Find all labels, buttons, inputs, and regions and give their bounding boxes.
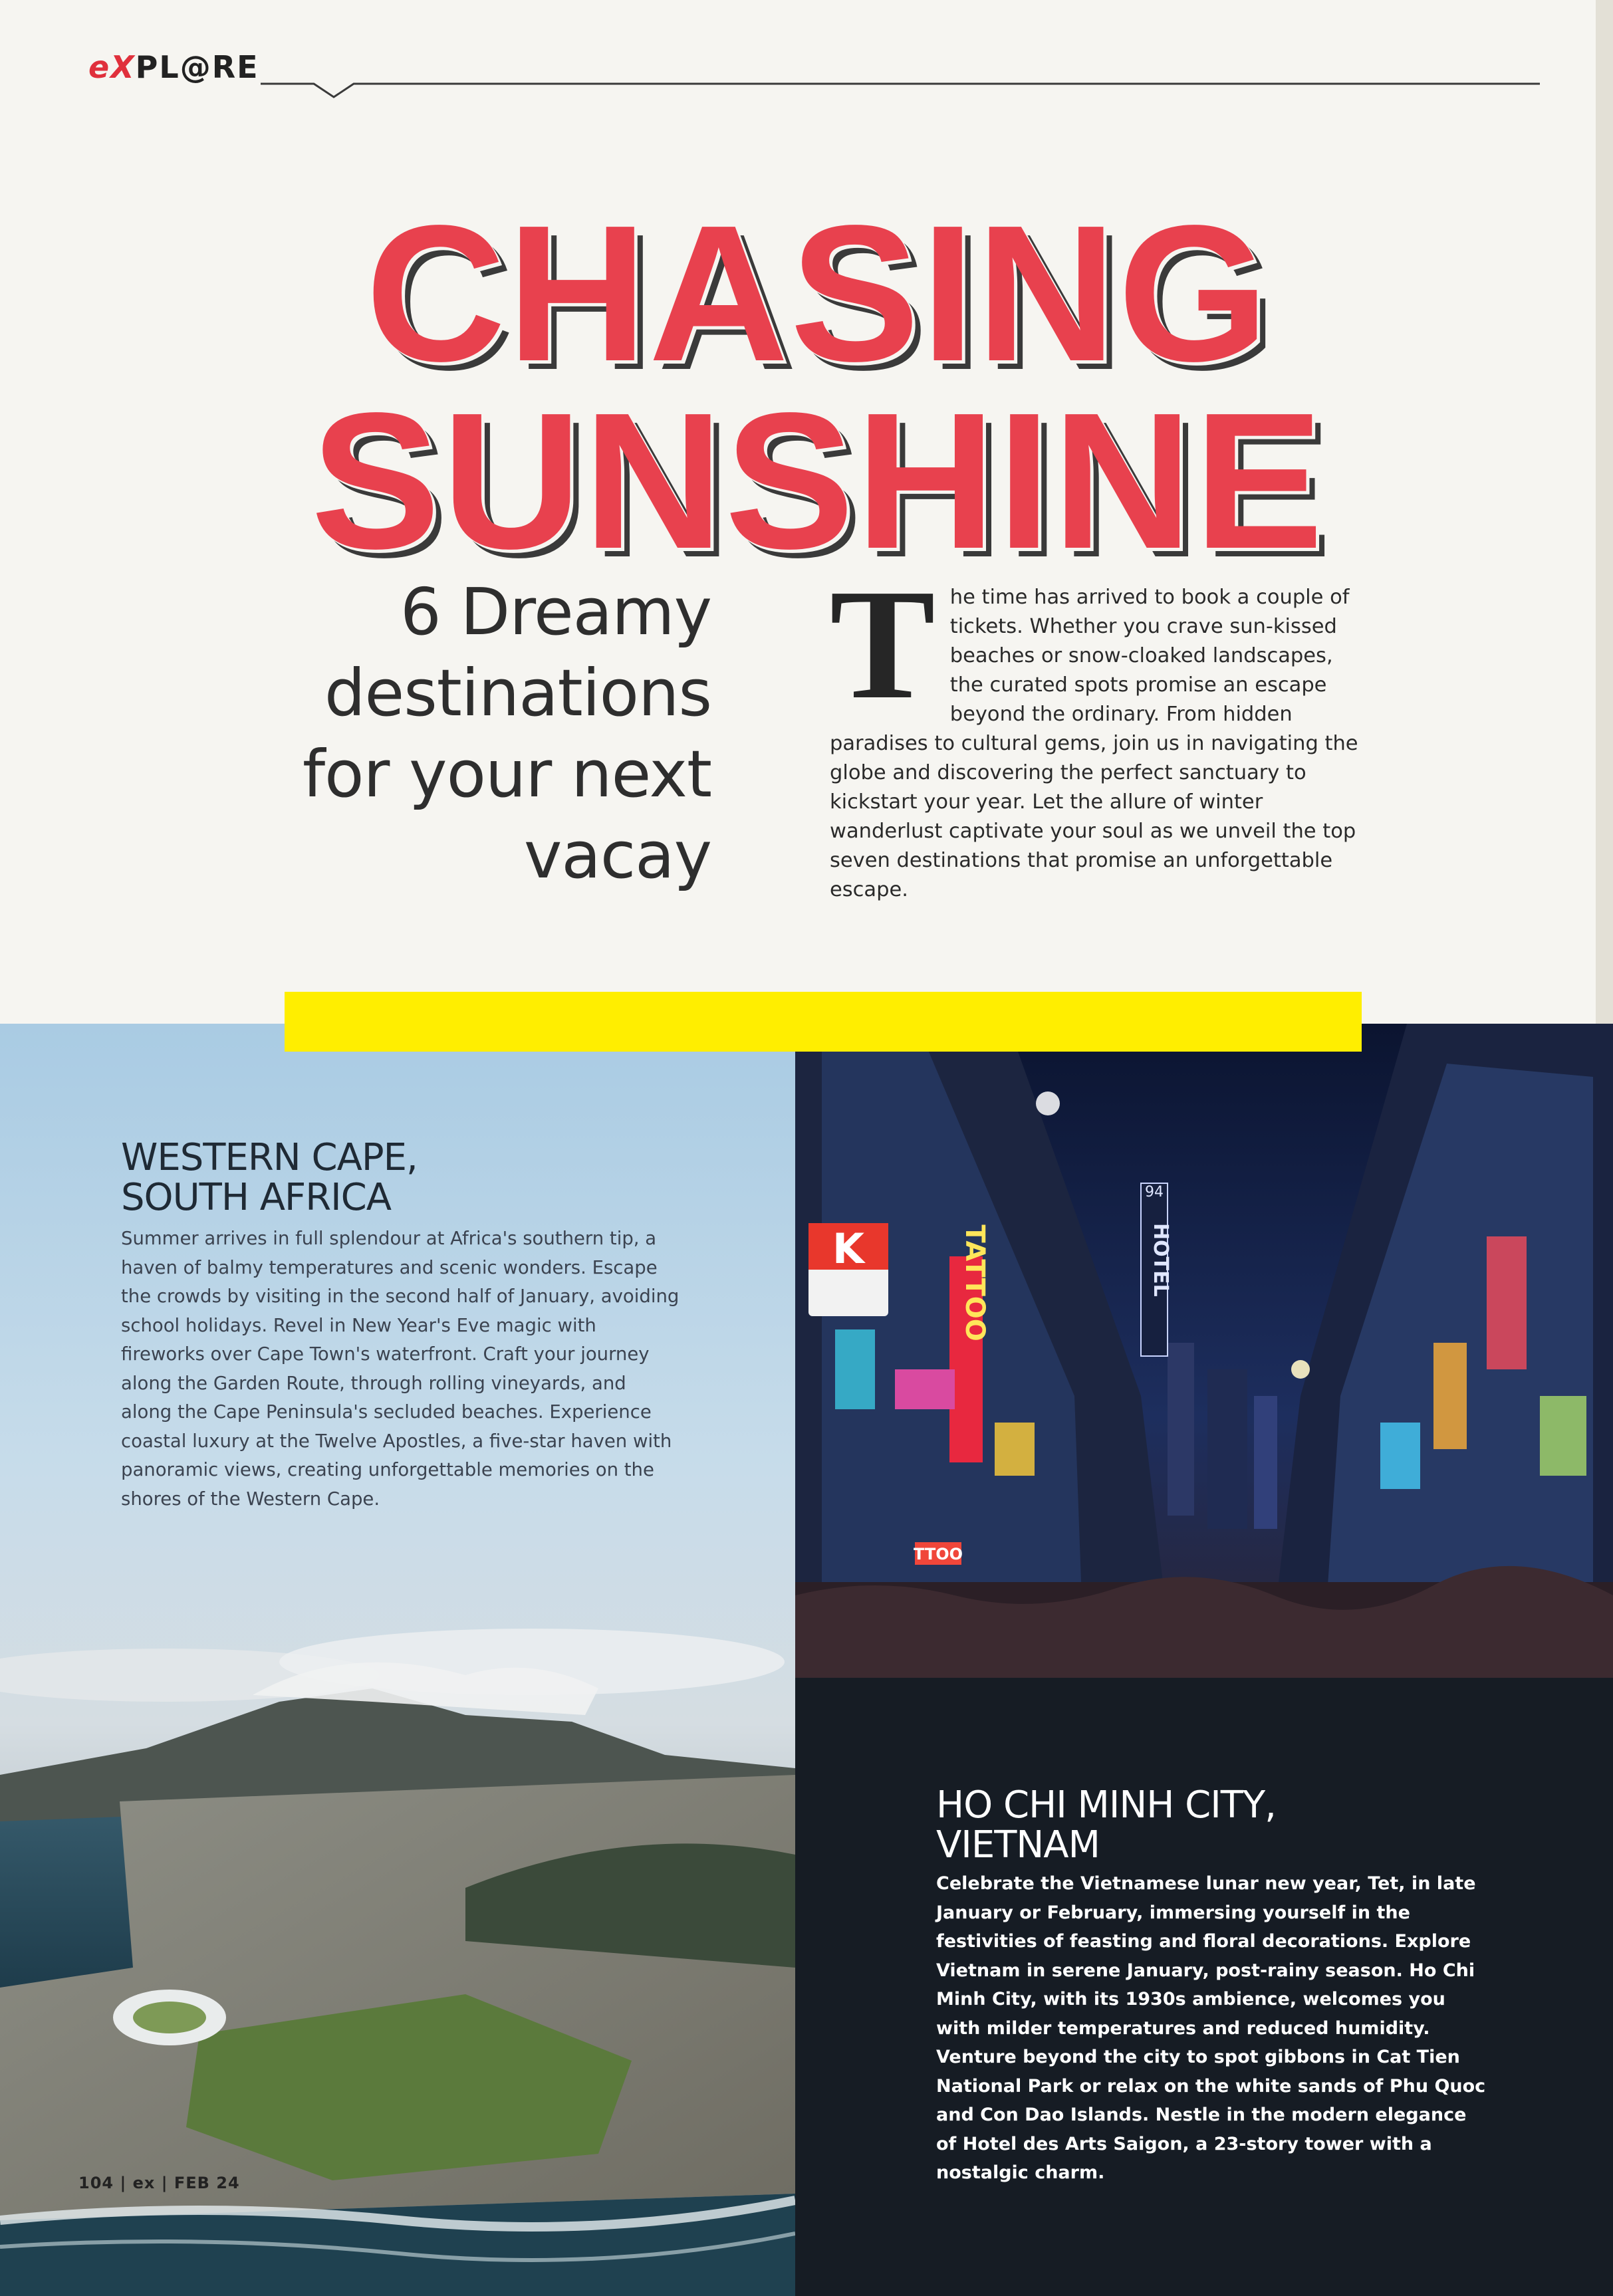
subhead	[199, 572, 711, 896]
drop-cap: T	[830, 557, 935, 732]
saigon-street-photo	[795, 1024, 1613, 1678]
intro-paragraph	[830, 557, 1362, 905]
tattoo-sign: TATTOO	[959, 1224, 990, 1341]
story-title-ho-chi-minh	[936, 1785, 1535, 1865]
circle-k-sign: K	[832, 1224, 865, 1273]
yellow-accent-bar	[285, 992, 1362, 1052]
folio: 104 | ex | FEB 24	[78, 2174, 240, 2192]
subhead-line-3: for your next	[302, 737, 711, 812]
story-title-line-1: WESTERN CAPE,	[121, 1136, 418, 1179]
story-title-line-2: VIETNAM	[936, 1823, 1100, 1867]
section-tag-rest: PL@RE	[135, 49, 259, 85]
subhead-line-2: destinations	[324, 655, 711, 731]
story-body-western-cape: Summer arrives in full splendour at Africa's southern tip, a haven of balmy temperatures and scenic wonders. Escape the crowds by visiting in the second half of January, avoiding school holidays. Revel in New Year's Eve magic with fireworks over Cape Town's waterfront. Craft your journey along the Garden Route, through rolling vineyards, and along the Cape Peninsula's secluded beaches. Experience coastal luxury at the Twelve Apostles, a five-star haven with panoramic views, creating unforgettable memories on the shores of the Western Cape.	[121, 1228, 680, 1510]
story-body-ho-chi-minh: Celebrate the Vietnamese lunar new year, Tet, in late January or February, immersing yourself in the festivities of feasting and floral decorations. Explore Vietnam in serene January, post-rainy season. Ho Chi Minh City, with its 1930s ambience, welcomes you with milder temperatures and reduced humidity. Venture beyond the city to spot gibbons in Cat Tien National Park or relax on the white sands of Phu Quoc and Con Dao Islands. Nestle in the modern elegance of Hotel des Arts Saigon, a 23-story tower with a nostalgic charm.	[936, 1873, 1486, 2183]
headline-line-1: CHASING	[365, 185, 1271, 402]
subhead-line-4: vacay	[523, 818, 711, 893]
ttoo-sign: TTOO	[913, 1545, 963, 1563]
story-title-line-2: SOUTH AFRICA	[121, 1176, 392, 1219]
headline	[279, 185, 1356, 589]
hotel-number: 94	[1145, 1184, 1164, 1201]
folio-mag: ex	[132, 2174, 156, 2192]
hotel-sign: HOTEL	[1149, 1223, 1172, 1297]
story-title-line-1: HO CHI MINH CITY,	[936, 1783, 1276, 1827]
folio-issue: FEB 24	[174, 2174, 240, 2192]
section-tag-ex: eX	[88, 49, 136, 85]
intro-text: he time has arrived to book a couple of tickets. Whether you crave sun-kissed beaches or snow-cloaked landscapes, the curated spots promise an escape beyond the ordinary. From hidden paradises to cultural gems, join us in navigating the globe and discovering the perfect sanctuary to kickstart your year. Let the allure of winter wanderlust captivate your soul as we unveil the top seven destinations that promise an unforgettable escape.	[830, 586, 1358, 901]
section-tag	[88, 49, 259, 85]
subhead-line-1: 6 Dreamy	[400, 574, 711, 649]
story-title-western-cape	[121, 1138, 719, 1218]
headline-line-2: SUNSHINE	[310, 372, 1325, 589]
folio-page: 104	[78, 2174, 114, 2192]
